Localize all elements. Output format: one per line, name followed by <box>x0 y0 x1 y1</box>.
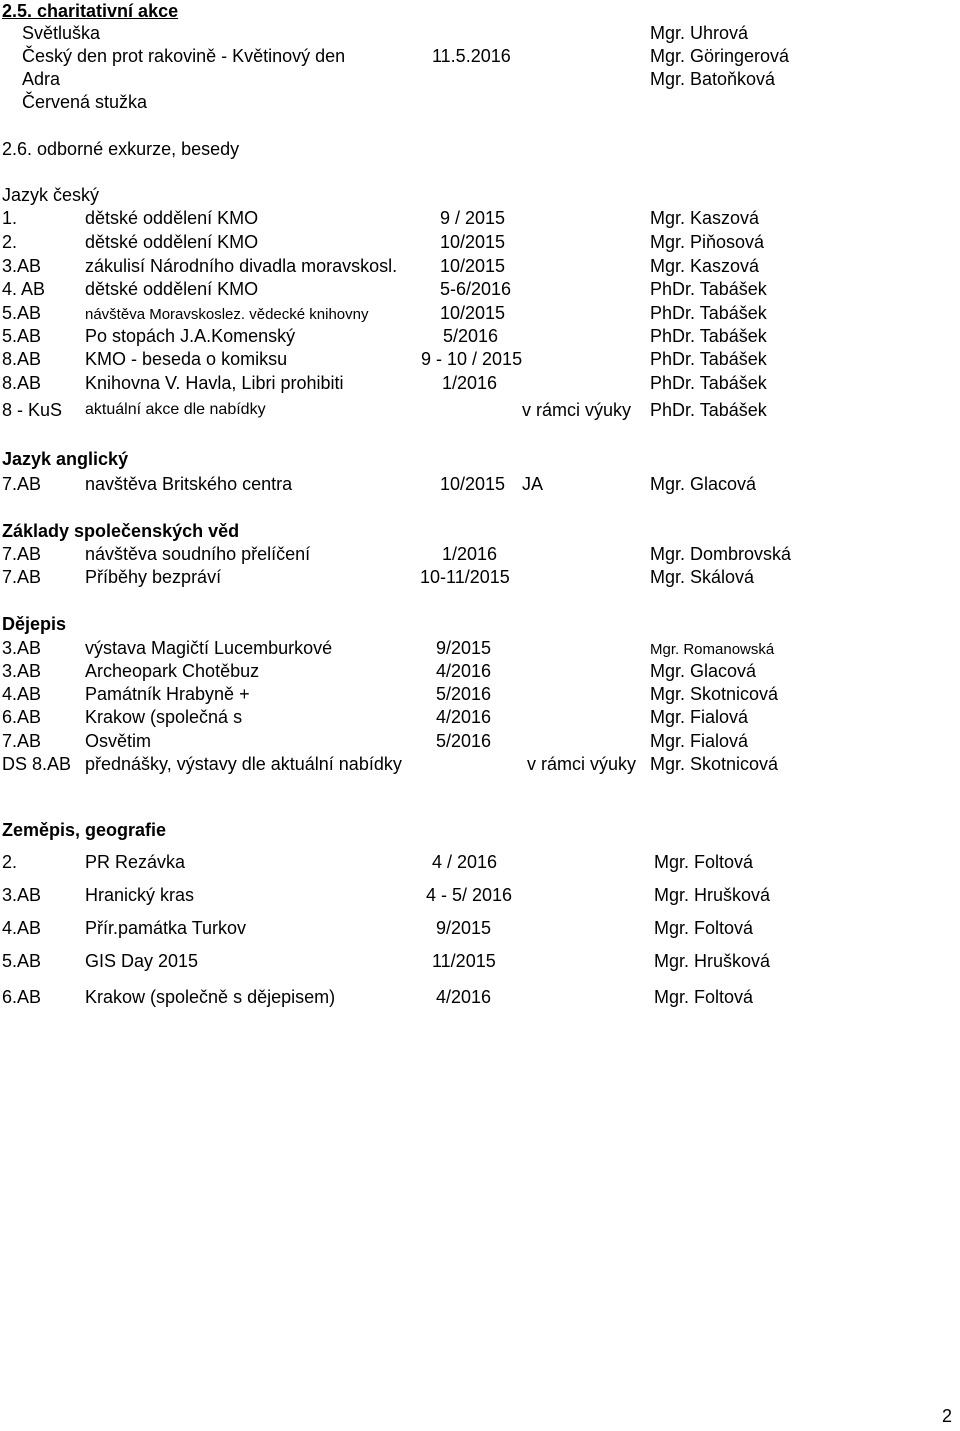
row-date: 9/2015 <box>436 918 492 938</box>
row-class: 3.AB <box>2 885 42 905</box>
row-teacher: Mgr. Fialová <box>650 707 749 727</box>
row-teacher: PhDr. Tabášek <box>650 373 767 393</box>
section-heading-charity: 2.5. charitativní akce <box>2 1 179 21</box>
row-event: Osvětim <box>85 731 152 751</box>
row-event: návštěva Moravskoslez. vědecké knihovny <box>85 306 369 323</box>
row-date: 5/2016 <box>436 684 492 704</box>
row-teacher: PhDr. Tabášek <box>650 326 767 346</box>
row-teacher: Mgr. Glacová <box>650 661 757 681</box>
row-teacher: Mgr. Foltová <box>654 987 754 1007</box>
row-class: 6.AB <box>2 987 42 1007</box>
row-class: 3.AB <box>2 256 42 276</box>
row-teacher: Mgr. Dombrovská <box>650 544 792 564</box>
row-event: PR Rezávka <box>85 852 186 872</box>
charity-name: Červená stužka <box>22 92 148 112</box>
row-date: 1/2016 <box>442 373 498 393</box>
row-teacher: PhDr. Tabášek <box>650 349 767 369</box>
row-class: 3.AB <box>2 638 42 658</box>
row-class: 7.AB <box>2 474 42 494</box>
subject-heading-history: Dějepis <box>2 614 67 634</box>
row-date: 5-6/2016 <box>440 279 512 299</box>
charity-name: Světluška <box>22 23 101 43</box>
row-date: 10/2015 <box>440 474 506 494</box>
row-event: Krakow (společně s dějepisem) <box>85 987 336 1007</box>
row-class: 7.AB <box>2 567 42 587</box>
row-date: 4/2016 <box>436 987 492 1007</box>
row-teacher: PhDr. Tabášek <box>650 279 767 299</box>
row-event: aktuální akce dle nabídky <box>85 401 266 418</box>
row-event: Přír.památka Turkov <box>85 918 247 938</box>
row-class: DS 8.AB <box>2 754 72 774</box>
row-date: 11/2015 <box>432 951 496 971</box>
row-class: 5.AB <box>2 951 42 971</box>
row-event: Archeopark Chotěbuz <box>85 661 260 681</box>
row-event: dětské oddělení KMO <box>85 279 259 299</box>
row-class: 8.AB <box>2 373 42 393</box>
row-date: 5/2016 <box>436 731 492 751</box>
row-class: 6.AB <box>2 707 42 727</box>
row-class: 4.AB <box>2 684 42 704</box>
row-class: 7.AB <box>2 544 42 564</box>
row-event: Hranický kras <box>85 885 195 905</box>
charity-teacher: Mgr. Uhrová <box>650 23 749 43</box>
row-date: 10/2015 <box>440 303 506 323</box>
row-note: v rámci výuky <box>522 400 632 420</box>
row-date: 9 / 2015 <box>440 208 506 228</box>
row-teacher: PhDr. Tabášek <box>650 400 767 420</box>
row-teacher: Mgr. Romanowská <box>650 641 775 658</box>
row-class: 3.AB <box>2 661 42 681</box>
row-class: 5.AB <box>2 326 42 346</box>
row-event: výstava Magičtí Lucemburkové <box>85 638 333 658</box>
row-class: 2. <box>2 852 18 872</box>
charity-name: Český den prot rakovině - Květinový den <box>22 46 346 66</box>
subject-heading-geography: Zeměpis, geografie <box>2 820 167 840</box>
row-class: 8 - KuS <box>2 400 63 420</box>
charity-name: Adra <box>22 69 61 89</box>
row-date: 10-11/2015 <box>420 567 510 587</box>
charity-teacher: Mgr. Batoňková <box>650 69 776 89</box>
row-event: dětské oddělení KMO <box>85 208 259 228</box>
row-class: 8.AB <box>2 349 42 369</box>
subject-heading-czech: Jazyk český <box>2 185 100 205</box>
row-class: 5.AB <box>2 303 42 323</box>
row-event: dětské oddělení KMO <box>85 232 259 252</box>
row-date: 4/2016 <box>436 661 492 681</box>
row-class: 2. <box>2 232 18 252</box>
row-event: Památník Hrabyně + <box>85 684 250 704</box>
row-teacher: Mgr. Piňosová <box>650 232 765 252</box>
row-teacher: Mgr. Kaszová <box>650 256 760 276</box>
row-teacher: Mgr. Foltová <box>654 852 754 872</box>
row-event: přednášky, výstavy dle aktuální nabídky <box>85 754 402 774</box>
row-date: 10/2015 <box>440 232 506 252</box>
section-heading-excursions: 2.6. odborné exkurze, besedy <box>2 139 240 159</box>
row-class: 4. AB <box>2 279 46 299</box>
row-date: 4 / 2016 <box>432 852 498 872</box>
row-note: JA <box>522 474 544 494</box>
row-teacher: Mgr. Skálová <box>650 567 755 587</box>
row-event: návštěva soudního přelíčení <box>85 544 311 564</box>
row-teacher: Mgr. Skotnicová <box>650 684 779 704</box>
charity-date: 11.5.2016 <box>432 46 511 66</box>
row-date: 9 - 10 / 2015 <box>421 349 523 369</box>
row-class: 1. <box>2 208 18 228</box>
row-teacher: Mgr. Foltová <box>654 918 754 938</box>
row-date: 1/2016 <box>442 544 498 564</box>
row-date: 4/2016 <box>436 707 492 727</box>
row-teacher: Mgr. Kaszová <box>650 208 760 228</box>
row-teacher: Mgr. Hrušková <box>654 885 771 905</box>
row-event: Krakow (společná s <box>85 707 243 727</box>
row-date: 4 - 5/ 2016 <box>426 885 513 905</box>
row-date: 5/2016 <box>443 326 499 346</box>
row-teacher: PhDr. Tabášek <box>650 303 767 323</box>
row-date: 9/2015 <box>436 638 492 658</box>
subject-heading-english: Jazyk anglický <box>2 449 129 469</box>
row-teacher: Mgr. Glacová <box>650 474 757 494</box>
row-date: 10/2015 <box>440 256 506 276</box>
row-teacher: Mgr. Hrušková <box>654 951 771 971</box>
page-number: 2 <box>942 1406 953 1426</box>
row-event: navštěva Britského centra <box>85 474 293 494</box>
row-teacher: Mgr. Skotnicová <box>650 754 779 774</box>
row-note: v rámci výuky <box>527 754 637 774</box>
row-event: Knihovna V. Havla, Libri prohibiti <box>85 373 344 393</box>
row-event: zákulisí Národního divadla moravskosl. <box>85 256 398 276</box>
row-event: Příběhy bezpráví <box>85 567 222 587</box>
row-class: 7.AB <box>2 731 42 751</box>
row-event: GIS Day 2015 <box>85 951 199 971</box>
charity-teacher: Mgr. Göringerová <box>650 46 790 66</box>
row-teacher: Mgr. Fialová <box>650 731 749 751</box>
subject-heading-social: Základy společenských věd <box>2 521 240 541</box>
row-event: Po stopách J.A.Komenský <box>85 326 296 346</box>
row-class: 4.AB <box>2 918 42 938</box>
row-event: KMO - beseda o komiksu <box>85 349 288 369</box>
